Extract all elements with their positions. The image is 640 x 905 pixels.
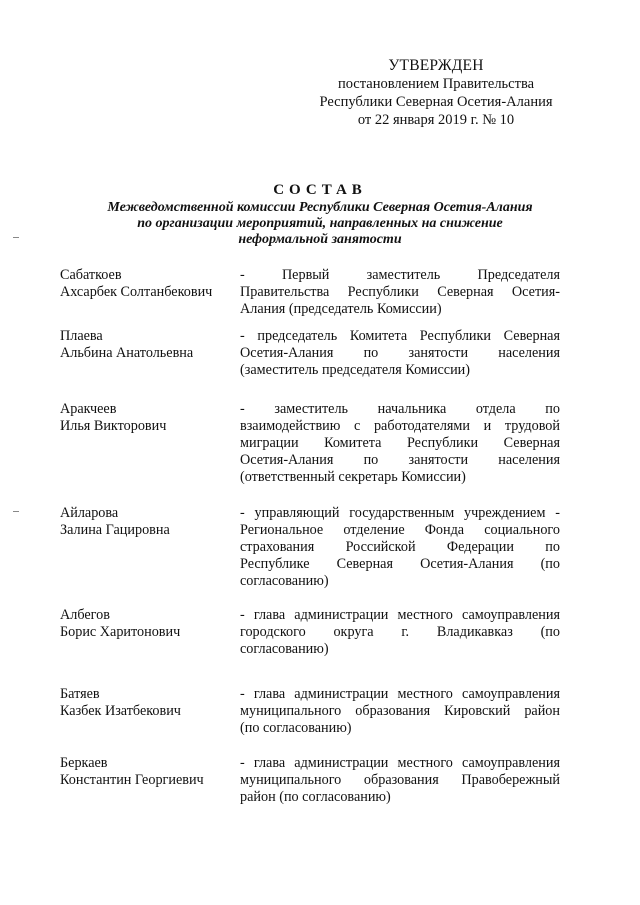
- member-name: [60, 755, 238, 789]
- role-line: - Первый заместитель Председателя: [240, 267, 560, 283]
- member-given-names: Казбек Изатбекович: [60, 703, 181, 719]
- member-name: [60, 686, 238, 720]
- member-name: [60, 607, 238, 641]
- role-line: - заместитель начальника отдела по: [240, 401, 560, 417]
- role-line: Республике Северная Осетия-Алания (по: [240, 556, 560, 572]
- document-title: [60, 180, 580, 248]
- role-line: - председатель Комитета Республики Северная: [240, 328, 560, 344]
- member-surname: Сабаткоев: [60, 267, 122, 283]
- member-given-names: Альбина Анатольевна: [60, 345, 194, 361]
- member-surname: Плаева: [60, 328, 103, 344]
- role-line: - управляющий государственным учреждением -: [240, 505, 560, 521]
- margin-mark: [13, 511, 19, 512]
- role-line: согласованию): [240, 573, 329, 589]
- member-given-names: Константин Георгиевич: [60, 772, 204, 788]
- member-given-names: Борис Харитонович: [60, 624, 181, 640]
- role-line: муниципального образования Правобережный: [240, 772, 560, 788]
- role-line: (ответственный секретарь Комиссии): [240, 469, 466, 485]
- margin-mark: [13, 237, 19, 238]
- member-name: [60, 267, 238, 301]
- title-main: СОСТАВ: [273, 182, 367, 198]
- member-role: [240, 267, 560, 318]
- member-surname: Албегов: [60, 607, 110, 623]
- member-role: [240, 755, 560, 806]
- member-role: [240, 505, 560, 590]
- role-line: Осетия-Алания по занятости населения: [240, 345, 560, 361]
- member-name: [60, 401, 238, 435]
- approved-line: Республики Северная Осетия-Алания: [319, 94, 553, 110]
- role-line: - глава администрации местного самоуправления: [240, 686, 560, 702]
- member-given-names: Ахсарбек Солтанбекович: [60, 284, 213, 300]
- role-line: Осетия-Алания по занятости населения: [240, 452, 560, 468]
- role-line: городского округа г. Владикавказ (по: [240, 624, 560, 640]
- role-line: Региональное отделение Фонда социального: [240, 522, 560, 538]
- role-line: (заместитель председателя Комиссии): [240, 362, 470, 378]
- member-role: [240, 401, 560, 486]
- role-line: - глава администрации местного самоуправления: [240, 607, 560, 623]
- title-line: Межведомственной комиссии Республики Северная Осетия-Алания: [107, 200, 533, 215]
- member-role: [240, 686, 560, 737]
- role-line: миграции Комитета Республики Северная: [240, 435, 560, 451]
- member-surname: Батяев: [60, 686, 100, 702]
- role-line: район (по согласованию): [240, 789, 391, 805]
- member-surname: Беркаев: [60, 755, 108, 771]
- title-line: по организации мероприятий, направленных на снижение: [137, 216, 503, 231]
- member-role: [240, 607, 560, 658]
- role-line: согласованию): [240, 641, 329, 657]
- member-role: [240, 328, 560, 379]
- member-name: [60, 328, 238, 362]
- title-line: неформальной занятости: [238, 232, 402, 247]
- role-line: Правительства Республики Северная Осетия-: [240, 284, 560, 300]
- member-surname: Аракчеев: [60, 401, 117, 417]
- approved-line: постановлением Правительства: [337, 76, 535, 92]
- role-line: страхования Российской Федерации по: [240, 539, 560, 555]
- member-given-names: Илья Викторович: [60, 418, 167, 434]
- approved-line: от 22 января 2019 г. № 10: [357, 112, 515, 128]
- role-line: взаимодействию с работодателями и трудовой: [240, 418, 560, 434]
- role-line: муниципального образования Кировский район: [240, 703, 560, 719]
- role-line: (по согласованию): [240, 720, 352, 736]
- approved-heading: УТВЕРЖДЕН: [388, 57, 484, 74]
- member-name: [60, 505, 238, 539]
- role-line: - глава администрации местного самоуправления: [240, 755, 560, 771]
- approval-stamp: [312, 57, 560, 129]
- member-given-names: Залина Гациpовна: [60, 522, 170, 538]
- member-surname: Айларова: [60, 505, 119, 521]
- role-line: Алания (председатель Комиссии): [240, 301, 442, 317]
